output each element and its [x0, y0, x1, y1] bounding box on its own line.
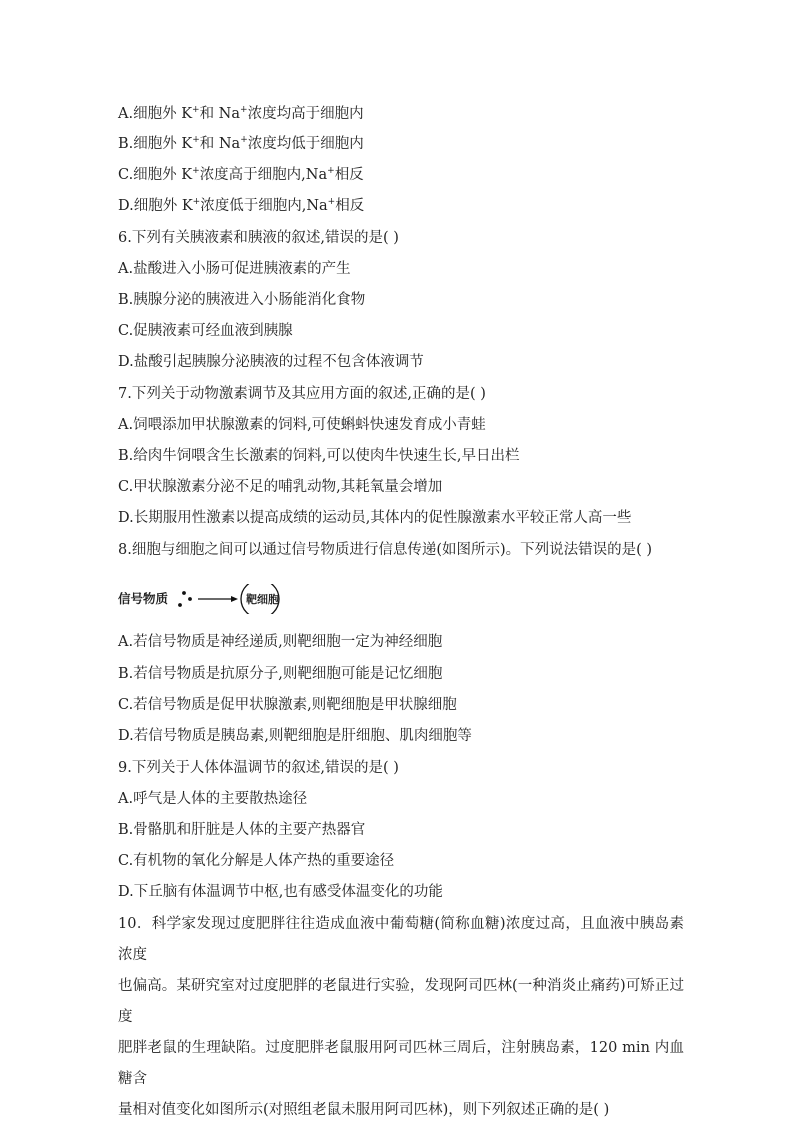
q6-option-c: C.促胰液素可经血液到胰腺 [118, 323, 293, 339]
q8-option-a: A.若信号物质是神经递质,则靶细胞一定为神经细胞 [118, 634, 443, 650]
q6-option-d: D.盐酸引起胰腺分泌胰液的过程不包含体液调节 [118, 354, 424, 370]
signal-dot [182, 591, 186, 595]
q8-option-b: B.若信号物质是抗原分子,则靶细胞可能是记忆细胞 [118, 666, 443, 682]
q10-line: 量相对值变化如图所示(对照组老鼠未服用阿司匹林)，则下列叙述正确的是( ) [118, 1102, 610, 1118]
signal-substance-label: 信号物质 [118, 591, 169, 606]
q7-option-b: B.给肉牛饲喂含生长激素的饲料,可以使肉牛快速生长,早日出栏 [118, 448, 520, 464]
q8-stem: 8.细胞与细胞之间可以通过信号物质进行信息传递(如图所示)。下列说法错误的是( ) [118, 542, 653, 558]
q5-option-d: D.细胞外 K+浓度低于细胞内,Na+相反 [118, 197, 365, 214]
q10-line: 肥胖老鼠的生理缺陷。过度肥胖老鼠服用阿司匹林三周后，注射胰岛素，120 min 内血糖含 [118, 1040, 684, 1087]
q7-stem: 7.下列关于动物激素调节及其应用方面的叙述,正确的是( ) [118, 386, 486, 402]
signal-dot [178, 603, 182, 607]
q6-option-b: B.胰腺分泌的胰液进入小肠能消化食物 [118, 292, 366, 308]
q9-option-b: B.骨骼肌和肝脏是人体的主要产热器官 [118, 822, 366, 838]
q10-line: 10．科学家发现过度肥胖往往造成血液中葡萄糖(简称血糖)浓度过高，且血液中胰岛素浓度 [118, 916, 684, 963]
q10-paragraph [118, 909, 684, 1126]
q9-option-a: A.呼气是人体的主要散热途径 [118, 791, 308, 807]
q6-option-a: A.盐酸进入小肠可促进胰液素的产生 [118, 261, 351, 277]
q7-option-d: D.长期服用性激素以提高成绩的运动员,其体内的促性腺激素水平较正常人高一些 [118, 510, 632, 526]
q7-option-a: A.饲喂添加甲状腺激素的饲料,可使蝌蚪快速发育成小青蛙 [118, 417, 486, 433]
target-cell-label: 靶细胞 [246, 593, 279, 606]
q9-option-d: D.下丘脑有体温调节中枢,也有感受体温变化的功能 [118, 884, 443, 900]
q6-stem: 6.下列有关胰液素和胰液的叙述,错误的是( ) [118, 230, 399, 246]
q9-option-c: C.有机物的氧化分解是人体产热的重要途径 [118, 853, 395, 869]
q8-option-c: C.若信号物质是促甲状腺激素,则靶细胞是甲状腺细胞 [118, 697, 457, 713]
q10-line: 也偏高。某研究室对过度肥胖的老鼠进行实验，发现阿司匹林(一种消炎止痛药)可矫正过度 [118, 978, 684, 1025]
q9-stem: 9.下列关于人体体温调节的叙述,错误的是( ) [118, 760, 399, 776]
signal-diagram [118, 584, 318, 614]
q8-option-d: D.若信号物质是胰岛素,则靶细胞是肝细胞、肌肉细胞等 [118, 728, 472, 744]
signal-dot [188, 597, 192, 601]
q5-option-a: A.细胞外 K+和 Na+浓度均高于细胞内 [118, 105, 364, 122]
arrow-head-icon [231, 596, 238, 602]
q5-option-b: B.细胞外 K+和 Na+浓度均低于细胞内 [118, 135, 364, 152]
q7-option-c: C.甲状腺激素分泌不足的哺乳动物,其耗氧量会增加 [118, 479, 443, 495]
q5-option-c: C.细胞外 K+浓度高于细胞内,Na+相反 [118, 166, 364, 183]
